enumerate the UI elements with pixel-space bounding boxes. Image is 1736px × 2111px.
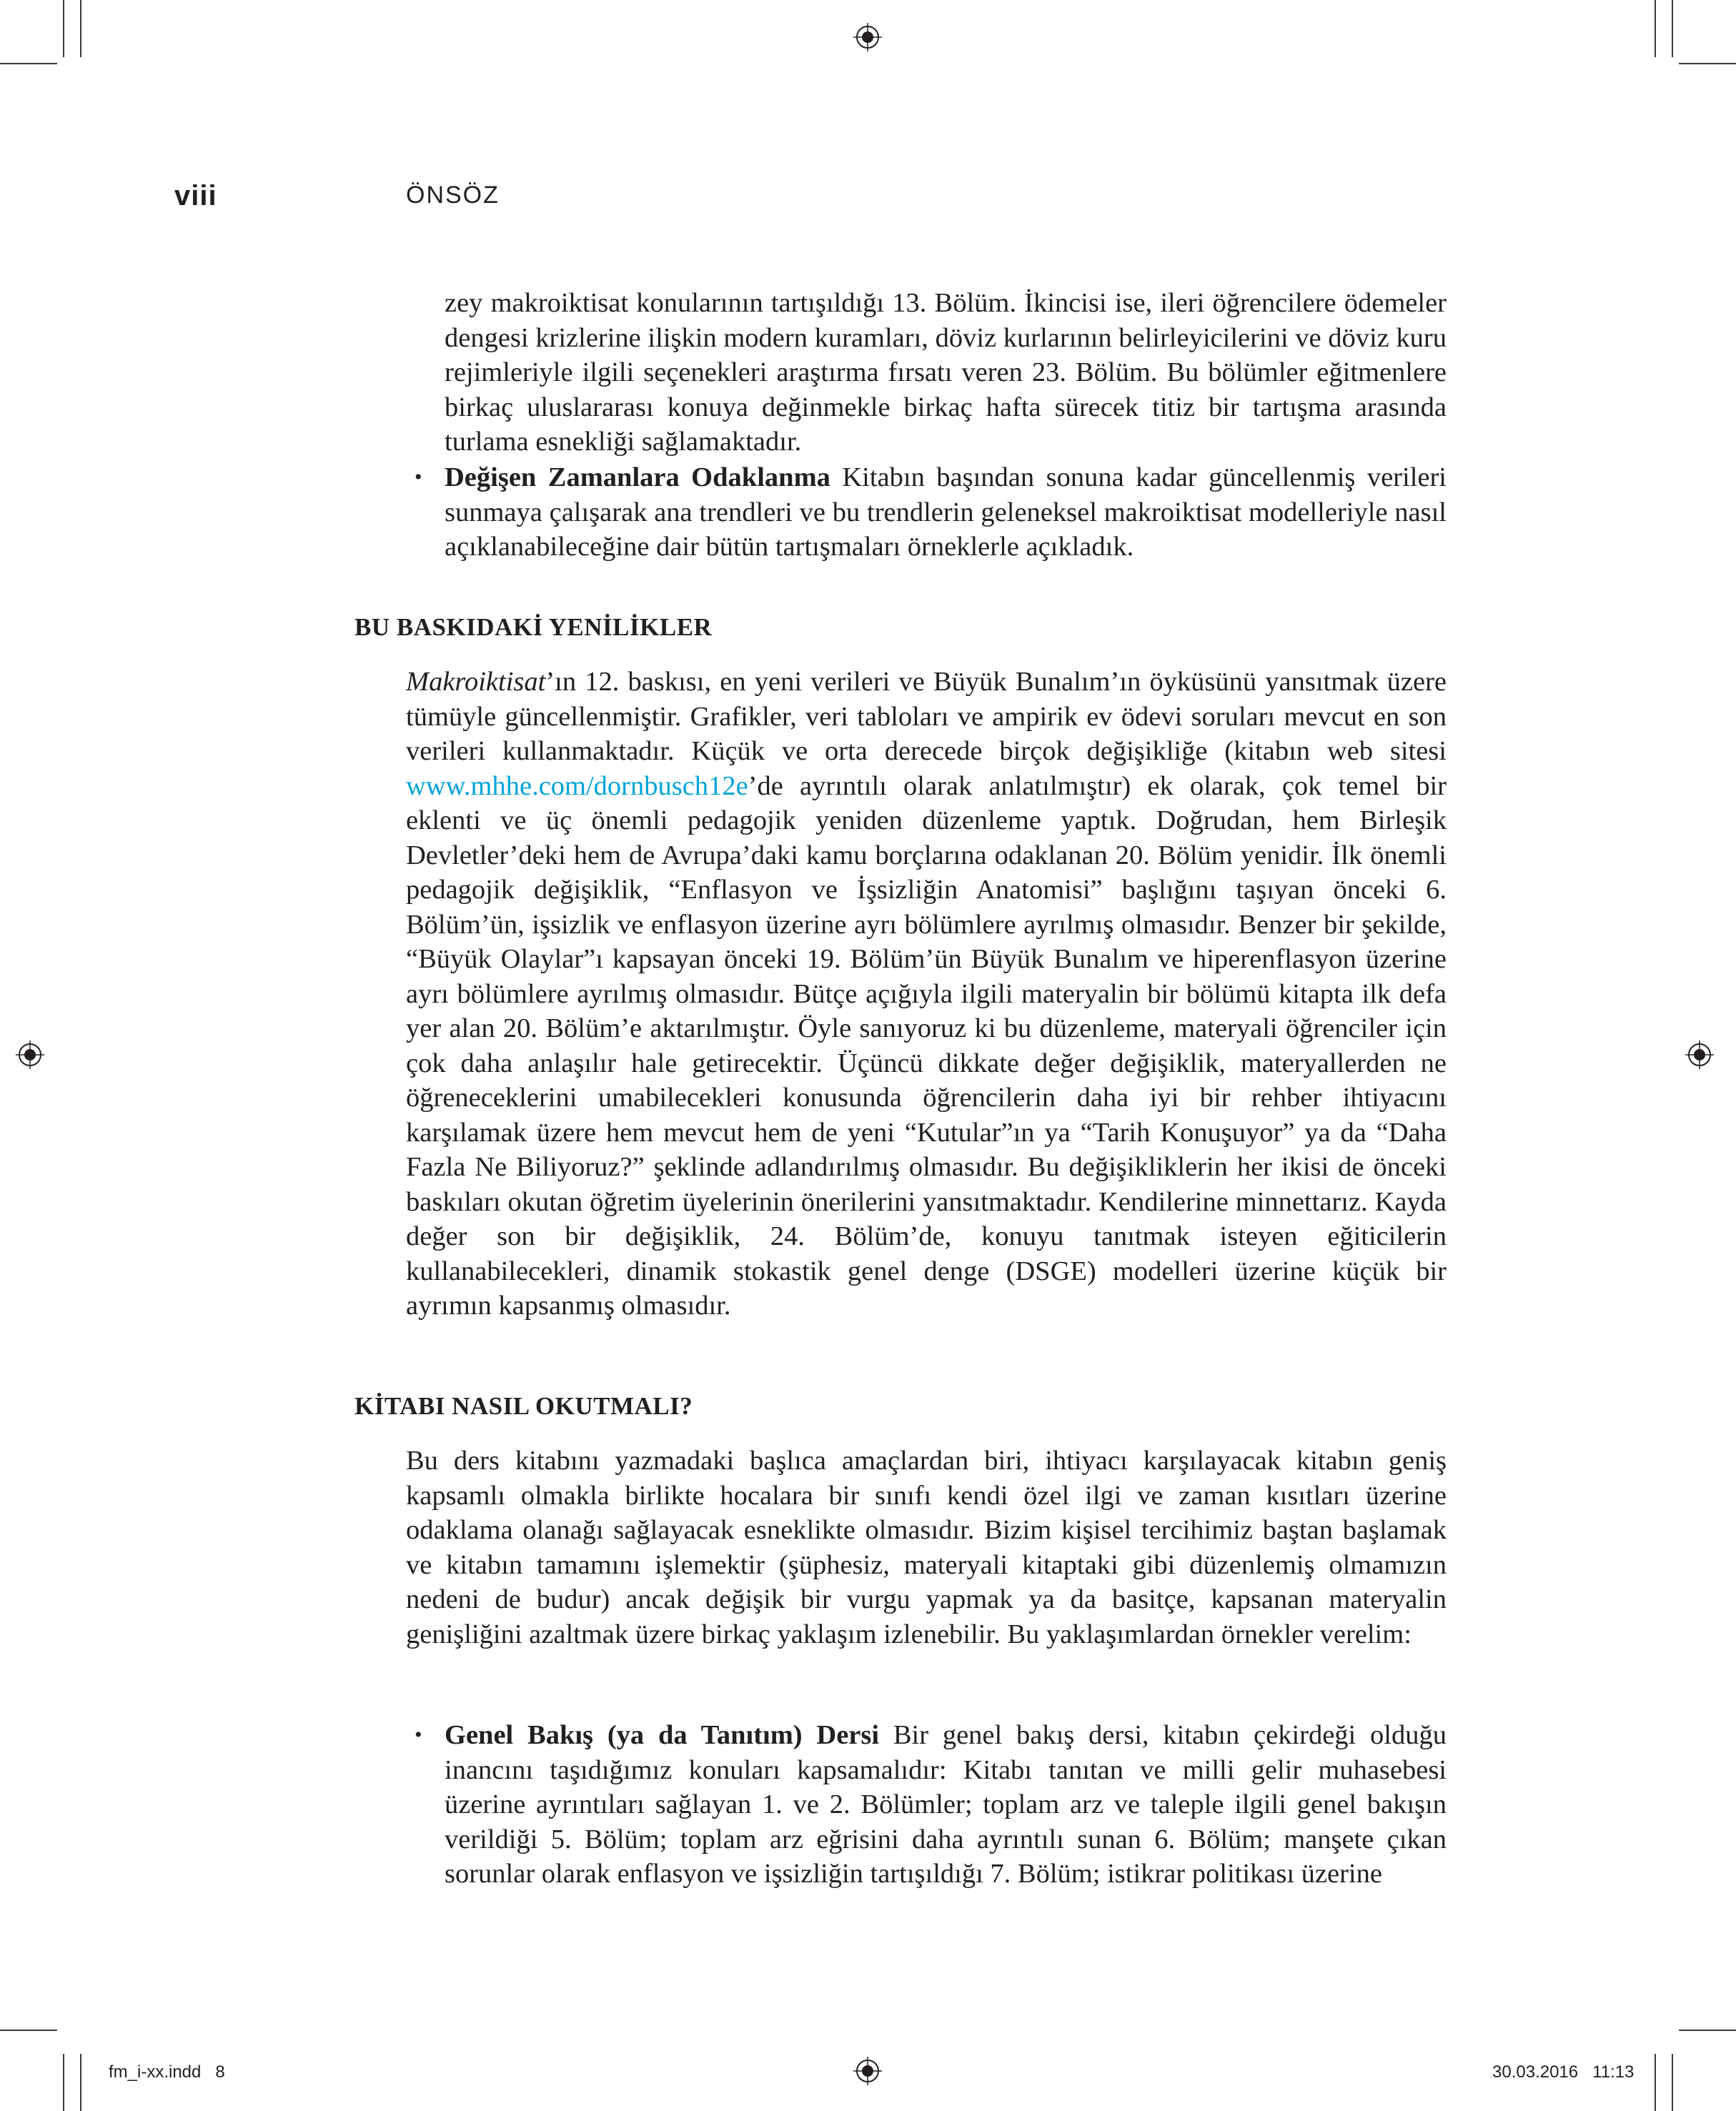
- registration-mark-icon: [16, 1040, 44, 1069]
- page-number: viii: [174, 180, 217, 212]
- section-heading: KİTABI NASIL OKUTMALI?: [354, 1392, 693, 1420]
- crop-mark: [80, 0, 81, 57]
- bullet-glyph: •: [415, 1723, 422, 1747]
- section-paragraph: Bu ders kitabını yazmadaki başlıca amaçlardan biri, ihtiyacı karşılayacak kitabın geniş kapsamlı olmakla birlikte hocalara bir sınıfı kendi özel ilgi ve zaman kısıtları üzerine odaklama olanağı sağlayacak esneklikte olmasıdır. Bizim kişisel tercihimiz baştan başlamak ve kitabın tamamını işlemektir (şüphesiz, materyali kitaptaki gibi düzenlemiş olmamızın nedeni de budur) ancak değişik bir vurgu yapmak ya da basitçe, kapsanan materyalin genişliğini azaltmak üzere birkaç yaklaşım izlenebilir. Bu yaklaşımlardan örnekler verelim:: [406, 1446, 1447, 1649]
- section-paragraph: [406, 665, 1447, 1323]
- list-item: [415, 1718, 1447, 1892]
- paragraph-text: ’ın 12. baskısı, en yeni verileri ve Büyük Bunalım’ın öyküsünü yansıtmak üzere tümüyle güncellenmiştir. Grafikler, veri tabloları ve ampirik ev ödevi soruları mevcut en son verileri kullanmaktadır. Küçük ve orta derecede birçok değişikliğe (kitabın web sitesi: [406, 667, 1447, 766]
- crop-mark: [1672, 0, 1673, 57]
- registration-mark-icon: [1685, 1040, 1714, 1069]
- bullet-glyph: •: [415, 465, 422, 489]
- crop-mark: [1679, 2030, 1736, 2031]
- list-item-term: Değişen Zamanlara Odaklanma: [445, 462, 830, 492]
- slug-filename: fm_i-xx.indd 8: [109, 2062, 225, 2082]
- slug-timestamp: 30.03.2016 11:13: [1492, 2062, 1635, 2082]
- crop-mark: [1655, 0, 1656, 57]
- section-heading: BU BASKIDAKİ YENİLİKLER: [354, 613, 713, 641]
- crop-mark: [63, 0, 64, 57]
- list-item-text: Kitabın başından sonuna kadar güncellenmiş verileri sunmaya çalışarak ana trendleri ve bu trendlerin geleneksel makroiktisat modelleriyle nasıl açıklanabileceğine dair bütün tartışmaları örneklerle açıkladık.: [445, 462, 1447, 562]
- list-item-text: Bir genel bakış dersi, kitabın çekirdeği olduğu inancını taşıdığımız konuları kapsamalıdır: Kitabı tanıtan ve milli gelir muhasebesi üzerine ayrıntıları sağlayan 1. ve 2. Bölümler; toplam arz ve taleple ilgili genel bakışın verildiği 5. Bölüm; toplam arz eğrisini daha ayrıntılı sunan 6. Bölüm; manşete çıkan sorunlar olarak enflasyon ve işsizliğin tartışıldığı 7. Bölüm; istikrar politikası üzerine: [445, 1720, 1447, 1889]
- crop-mark: [0, 2030, 57, 2031]
- registration-mark-icon: [853, 23, 882, 51]
- running-head: ÖNSÖZ: [406, 182, 500, 209]
- registration-mark-icon: [853, 2057, 882, 2085]
- website-link[interactable]: www.mhhe.com/dornbusch12e: [406, 770, 748, 801]
- crop-mark: [0, 63, 57, 64]
- crop-mark: [1672, 2054, 1673, 2111]
- crop-mark: [1655, 2054, 1656, 2111]
- list-item: [415, 460, 1447, 565]
- list-item-term: Genel Bakış (ya da Tanıtım) Dersi: [445, 1720, 880, 1750]
- crop-mark: [80, 2054, 81, 2111]
- book-title: Makroiktisat: [406, 667, 546, 697]
- paragraph-text: ’de ayrıntılı olarak anlatılmıştır) ek olarak, çok temel bir eklenti ve üç önemli pedagojik yeniden düzenleme yaptık. Doğrudan, hem Birleşik Devletler’deki hem de Avrupa’daki kamu borçlarına odaklanan 20. Bölüm yenidir. İlk önemli pedagojik değişiklik, “Enflasyon ve İşsizliğin Anatomisi” başlığını taşıyan önceki 6. Bölüm’ün, işsizlik ve enflasyon üzerine ayrı bölümlere ayrılmış olmasıdır. Benzer bir şekilde, “Büyük Olaylar”ı kapsayan önceki 19. Bölüm’ün Büyük Bunalım ve hiperenflasyon üzerine ayrı bölümlere ayrılmış olmasıdır. Bütçe açığıyla ilgili materyalin bir bölümü kitapta ilk defa yer alan 20. Bölüm’e aktarılmıştır. Öyle sanıyoruz ki bu düzenleme, materyali öğrenciler için çok daha anlaşılır hale getirecektir. Üçüncü dikkate değer değişiklik, materyallerden ne öğreneceklerini umabilecekleri konusunda öğrencilerin daha iyi bir rehber ihtiyacını karşılamak üzere hem mevcut hem de yeni “Kutular”ın ya “Tarih Konuşuyor” ya da “Daha Fazla Ne Biliyoruz?” şeklinde adlandırılmış olmasıdır. Bu değişikliklerin her ikisi de önceki baskıları okutan öğretim üyelerinin önerilerini yansıtmaktadır. Kendilerine minnettarız. Kayda değer son bir değişiklik, 24. Bölüm’de, konuyu tanıtmak isteyen eğiticilerin kullanabilecekleri, dinamik stokastik genel denge (DSGE) modelleri üzerine küçük bir ayrımın kapsanmış olmasıdır.: [406, 770, 1447, 1321]
- continued-paragraph: zey makroiktisat konularının tartışıldığı 13. Bölüm. İkincisi ise, ileri öğrencilere ödemeler dengesi krizlerine ilişkin modern kuramları, döviz kurlarının belirleyicilerini ve döviz kuru rejimleriyle ilgili seçenekleri araştırma fırsatı veren 23. Bölüm. Bu bölümler eğitmenlere birkaç uluslararası konuya değinmekle birkaç hafta sürecek titiz bir tartışma arasında turlama esnekliği sağlamaktadır.: [445, 288, 1447, 457]
- crop-mark: [63, 2054, 64, 2111]
- crop-mark: [1679, 63, 1736, 64]
